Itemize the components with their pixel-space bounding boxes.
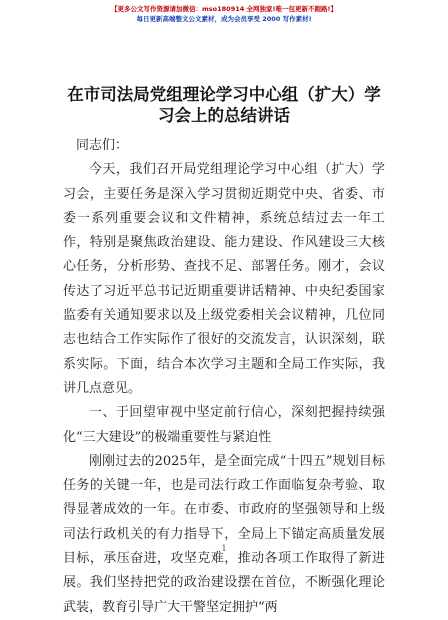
paragraph-review: 刚刚过去的2025年，是全面完成“十四五”规划目标任务的关键一年，也是司法行政工作面临复杂考验、取得显著成效的一年。在市委、市政府的坚强领导和上级司法行政机关的有力指导下，全局上下锚定高质量发展目标，承压奋进，攻坚克难，推动各项工作取得了新进展。我们坚持把党的政治建设摆在首位，不断强化理论武装，教育引导广大干警坚定拥护“两 (63, 453, 385, 615)
paragraph-intro: 今天，我们召开局党组理论学习中心组（扩大）学习会，主要任务是深入学习贯彻近期党中央、省委、市委一系列重要会议和文件精神，系统总结过去一年工作，特别是聚焦政治建设、能力建设、作风建设三大核心任务，分析形势、查找不足、部署任务。刚才，会议传达了习近平总书记近期重要讲话精神、中央纪委国家监委有关通知要求以及上级党委相关会议精神，几位同志也结合工作实际作了很好的交流发言，认识深刻，联系实际。下面，结合本次学习主题和全局工作实际，我讲几点意见。 (63, 162, 385, 396)
promo-banner-line-1: 【更多公文写作资源请加微信：mso180914 全网独家!唯一包更新不跑路!】 (111, 5, 337, 13)
section-heading-1: 一、于回望审视中坚定前行信心，深刻把握持续强化“三大建设”的极端重要性与紧迫性 (63, 405, 385, 445)
promo-banner-line-2: 每日更新高端整文公文素材，成为会员享受 2000 写作素材! (136, 15, 312, 23)
salutation: 同志们： (76, 138, 129, 153)
promo-banner (0, 4, 448, 24)
document-title: 在市司法局党组理论学习中心组（扩大）学习会上的总结讲话 (67, 85, 381, 125)
page-number: 1 (221, 544, 227, 553)
